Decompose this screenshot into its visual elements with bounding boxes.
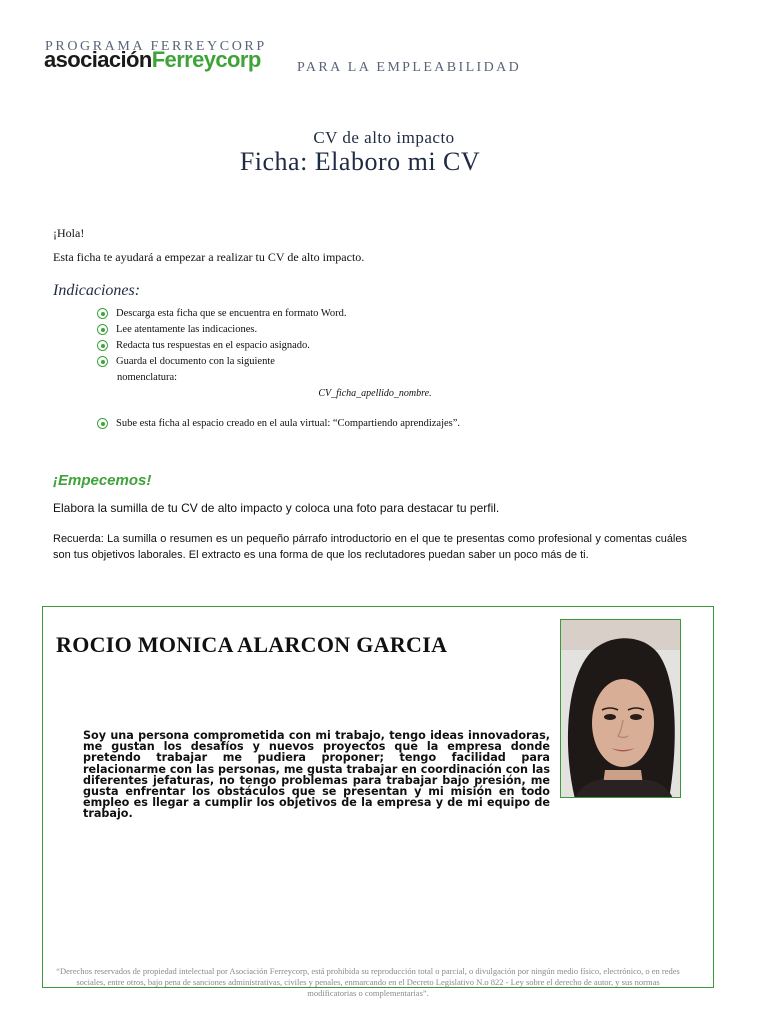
instruction-text: Descarga esta ficha que se encuentra en formato Word. bbox=[116, 308, 347, 319]
empecemos-heading: ¡Empecemos! bbox=[53, 472, 152, 489]
greeting: ¡Hola! bbox=[53, 226, 85, 240]
ferreycorp-logo bbox=[44, 49, 261, 71]
copyright-notice: “Derechos reservados de propiedad intelectual por Asociación Ferreycorp, está prohibida su reproducción total o parcial, o divulgación por ningún medio físico, electrónico, o en redes sociales, entre otros, bajo pena de sanciones administrativas, civiles y penales, enmarcando en el Decreto Legislativo N.o 822 - Ley sobre el derecho de autor, y sus normas modificatorias o complementarias”. bbox=[56, 966, 680, 998]
indicaciones-heading: Indicaciones: bbox=[53, 282, 141, 299]
filename-example: CV_ficha_apellido_nombre. bbox=[318, 388, 432, 399]
reminder-paragraph: Recuerda: La sumilla o resumen es un pequeño párrafo introductorio en el que te presentas como profesional y comentas cuáles son tus objetivos laborales. El extracto es una forma de que los reclutadores puedan saber un poco más de ti. bbox=[53, 533, 687, 561]
instruction-item bbox=[97, 306, 347, 322]
task-instruction: Elabora la sumilla de tu CV de alto impacto y coloca una foto para destacar tu perfil. bbox=[53, 501, 500, 515]
empleabilidad-label: PARA LA EMPLEABILIDAD bbox=[297, 60, 522, 75]
cv-name: ROCIO MONICA ALARCON GARCIA bbox=[56, 632, 448, 657]
document-title: Ficha: Elaboro mi CV bbox=[239, 147, 481, 176]
intro-text: Esta ficha te ayudará a empezar a realizar tu CV de alto impacto. bbox=[53, 250, 365, 264]
profile-photo bbox=[560, 619, 681, 798]
cv-summary: Soy una persona comprometida con mi trabajo, tengo ideas innovadoras, me gustan los desafíos y nuevos proyectos que la empresa donde pretendo trabajar me pudiera proponer; tengo facilidad para relacionarme con las personas, me gusta trabajar en coordinación con las diferentes jefaturas, no tengo problemas para trabajar bajo presión, me gusta enfrentar los obstáculos que se presentan y mi misión en todo empleo es llegar a cumplir los objetivos de la empresa y de mi equipo de trabajo. bbox=[83, 729, 550, 821]
instruction-text: Lee atentamente las indicaciones. bbox=[116, 324, 258, 335]
instruction-text: Sube esta ficha al espacio creado en el aula virtual: “Compartiendo aprendizajes”. bbox=[116, 418, 461, 429]
profile-photo-image bbox=[561, 620, 681, 798]
bullet-circle-icon bbox=[97, 340, 108, 351]
instruction-text: Guarda el documento con la siguiente bbox=[116, 356, 275, 367]
logo-text-ferreycorp: Ferreycorp bbox=[151, 47, 261, 72]
program-label: PROGRAMA FERREYCORP bbox=[45, 39, 267, 54]
document-subtitle: CV de alto impacto bbox=[313, 128, 455, 147]
instruction-text: Redacta tus respuestas en el espacio asignado. bbox=[116, 340, 310, 351]
bullet-circle-icon bbox=[97, 356, 108, 367]
bullet-circle-icon bbox=[97, 308, 108, 319]
instruction-item bbox=[97, 338, 310, 354]
instruction-item bbox=[97, 322, 257, 338]
instruction-item bbox=[97, 416, 460, 432]
logo-text-asociacion: asociación bbox=[44, 47, 152, 72]
instruction-item bbox=[97, 354, 327, 370]
instruction-text-continuation: nomenclatura: bbox=[117, 372, 178, 383]
bullet-circle-icon bbox=[97, 324, 108, 335]
bullet-circle-icon bbox=[97, 418, 108, 429]
